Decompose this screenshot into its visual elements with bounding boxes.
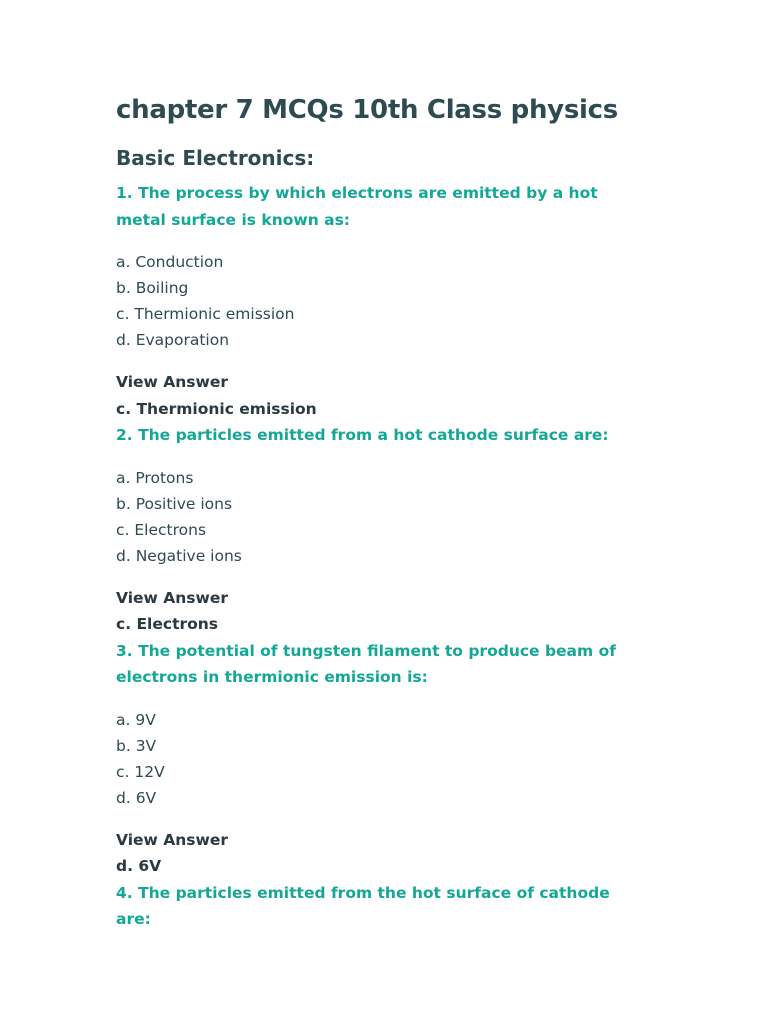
options-list bbox=[116, 707, 636, 811]
option: a. 9V bbox=[116, 710, 156, 729]
mcq-item bbox=[116, 422, 636, 638]
section-heading: Basic Electronics: bbox=[116, 146, 315, 170]
question-text: 3. The potential of tungsten filament to produce beam of electrons in thermionic emission is: bbox=[116, 641, 616, 686]
answer-text: c. Electrons bbox=[116, 615, 219, 633]
view-answer-toggle[interactable]: View Answer bbox=[116, 830, 228, 849]
mcq-item bbox=[116, 638, 636, 880]
page-title: chapter 7 MCQs 10th Class physics bbox=[116, 95, 618, 125]
article bbox=[116, 88, 636, 933]
mcq-item bbox=[116, 880, 636, 933]
options-list bbox=[116, 249, 636, 353]
question-text: 1. The process by which electrons are emitted by a hot metal surface is known as: bbox=[116, 184, 598, 229]
answer-text: c. Thermionic emission bbox=[116, 399, 317, 418]
mcq-item bbox=[116, 180, 636, 422]
option: b. 3V bbox=[116, 736, 157, 755]
option: b. Positive ions bbox=[116, 494, 233, 513]
question-text: 2. The particles emitted from a hot cathode surface are: bbox=[116, 426, 609, 444]
option: d. 6V bbox=[116, 788, 157, 807]
option: c. Thermionic emission bbox=[116, 305, 295, 323]
option: a. Conduction bbox=[116, 253, 224, 271]
option: d. Negative ions bbox=[116, 546, 242, 565]
option: d. Evaporation bbox=[116, 331, 230, 349]
option: c. 12V bbox=[116, 762, 165, 781]
question-text: 4. The particles emitted from the hot surface of cathode are: bbox=[116, 883, 610, 928]
answer-text: d. 6V bbox=[116, 857, 162, 875]
options-list bbox=[116, 465, 636, 569]
view-answer-toggle[interactable]: View Answer bbox=[116, 588, 228, 607]
option: a. Protons bbox=[116, 468, 194, 487]
view-answer-toggle[interactable]: View Answer bbox=[116, 373, 228, 391]
option: c. Electrons bbox=[116, 520, 207, 539]
option: b. Boiling bbox=[116, 279, 189, 297]
